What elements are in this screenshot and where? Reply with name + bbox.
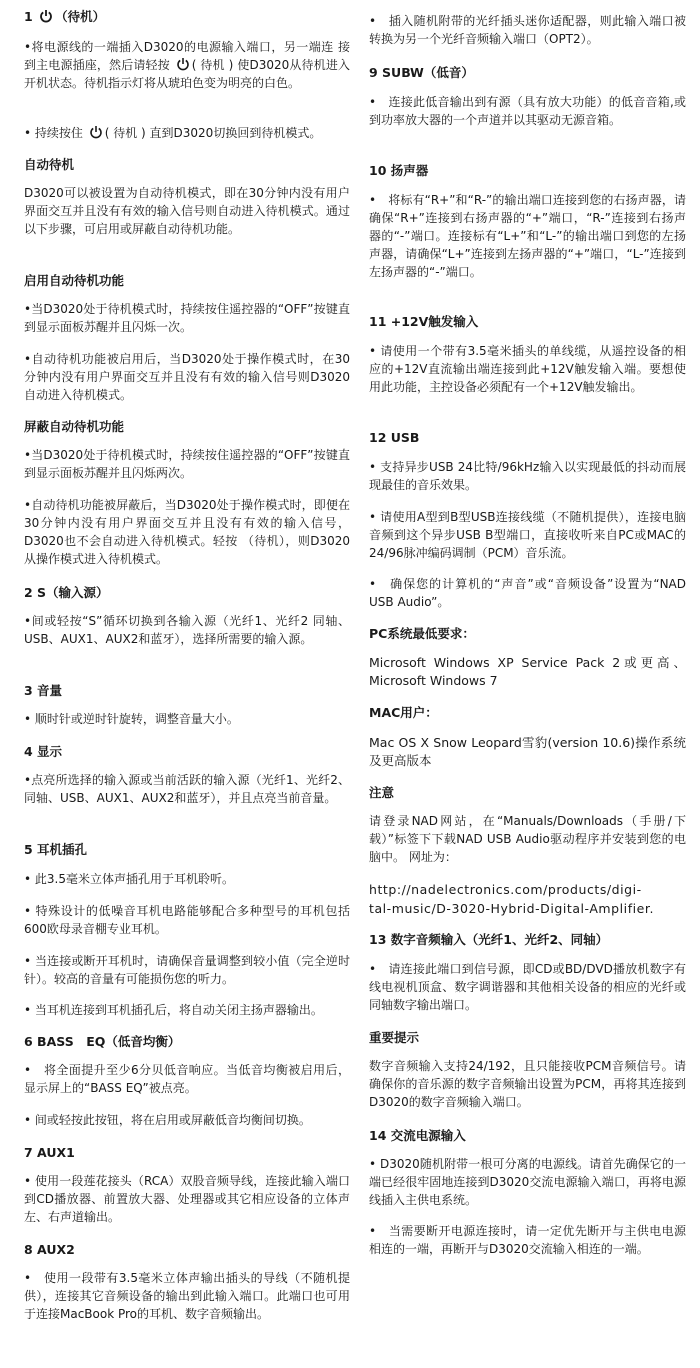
section-7-paragraph: • 使用一段莲花接头（RCA）双股音频导线，连接此输入端口到CD播放器、前置放大器、处理器或其它相应设备的立体声左、右声道输出。 (24, 1174, 350, 1224)
download-url-line-1[interactable]: http://nadelectronics.com/products/digi- (369, 882, 642, 897)
section-6-heading: 6 BASS EQ（低音均衡） (24, 1034, 181, 1049)
section-14-paragraph-1: • D3020随机附带一根可分离的电源线。请首先确保它的一端已经很牢固地连接到D3020交流电源输入端口，再将电源线插入主供电系统。 (369, 1157, 686, 1207)
disable-paragraph-1: •当D3020处于待机模式时，持续按住遥控器的“OFF”按键直到显示面板苏醒并且闪烁两次。 (24, 448, 350, 480)
section-9-heading: 9 SUBW（低音） (369, 65, 474, 80)
note-heading: 注意 (369, 785, 395, 800)
section-5-paragraph-4: • 当耳机连接到耳机插孔后，将自动关闭主扬声器输出。 (24, 1003, 323, 1017)
section-title: （待机） (55, 9, 106, 24)
section-3-paragraph: • 顺时针或逆时针旋转，调整音量大小。 (24, 712, 239, 726)
power-icon (39, 9, 53, 23)
section-2-paragraph: •间或轻按“S”循环切换到各输入源（光纤1、光纤2 同轴、USB、AUX1、AUX2和蓝牙），选择所需要的输入源。 (24, 614, 350, 646)
section-13-heading: 13 数字音频输入（光纤1、光纤2、同轴） (369, 932, 609, 947)
section-3-heading: 3 音量 (24, 683, 63, 698)
section-11-paragraph: • 请使用一个带有3.5毫米插头的单线缆，从遥控设备的相应的+12V直流输出端连接到此+12V触发输入端。要想使用此功能，主控设备必须配有一个+12V触发输出。 (369, 344, 686, 394)
section-5-paragraph-3: • 当连接或断开耳机时，请确保音量调整到较小值（完全逆时针）。较高的音量有可能损伤您的听力。 (24, 954, 350, 986)
section-2-heading: 2 S（输入源） (24, 585, 109, 600)
section-1-heading (24, 8, 350, 25)
standby-paragraph-2: • 持续按住 ( 待机 ) 直到D3020切换回到待机模式。 (24, 126, 322, 140)
important-tip-heading: 重要提示 (369, 1030, 420, 1045)
enable-auto-standby-heading: 启用自动待机功能 (24, 273, 125, 288)
mac-users-text: Mac OS X Snow Leopard雪豹(version 10.6)操作系统及更高版本 (369, 735, 686, 768)
auto-standby-paragraph: D3020可以被设置为自动待机模式，即在30分钟内没有用户界面交互并且没有有效的输入信号则自动进入待机模式。通过以下步骤，可启用或屏蔽自动待机功能。 (24, 186, 350, 236)
section-14-heading: 14 交流电源输入 (369, 1128, 466, 1143)
auto-standby-heading: 自动待机 (24, 157, 75, 172)
section-13-paragraph: • 请连接此端口到信号源，即CD或BD/DVD播放机数字有线电视机顶盒、数字调谐器和其他相关设备的相应的光纤或同轴数字输出端口。 (369, 962, 686, 1012)
enable-paragraph-2: •自动待机功能被启用后，当D3020处于操作模式时，在30分钟内没有用户界面交互并且没有有效的输入信号则D3020自动进入待机模式。 (24, 352, 350, 402)
enable-paragraph-1: •当D3020处于待机模式时，持续按住遥控器的“OFF”按键直到显示面板苏醒并且闪烁一次。 (24, 302, 350, 334)
section-5-paragraph-2: • 特殊设计的低噪音耳机电路能够配合多种型号的耳机包括600欧母录音棚专业耳机。 (24, 904, 350, 936)
power-icon (89, 125, 103, 139)
section-12-paragraph-3: • 确保您的计算机的“声音”或“音频设备”设置为“NAD USB Audio”。 (369, 577, 686, 609)
note-paragraph: 请登录NAD网站，在“Manuals/Downloads（手册/下载）”标签下下载NAD USB Audio驱动程序并安装到您的电脑中。 网址为： (369, 814, 686, 864)
download-url-line-2[interactable]: tal-music/D-3020-Hybrid-Digital-Amplifier. (369, 901, 654, 916)
section-12-paragraph-1: • 支持异步USB 24比特/96kHz输入以实现最低的抖动而展现最佳的音乐效果。 (369, 460, 686, 492)
important-tip-paragraph: 数字音频输入支持24/192，且只能接收PCM音频信号。请确保你的音乐源的数字音频输出设置为PCM，再将其连接到D3020的数字音频输入端口。 (369, 1059, 686, 1109)
standby-paragraph-1: •将电源线的一端插入D3020的电源输入端口，另一端连 接到主电源插座，然后请轻按 ( 待机 ) 使D3020从待机进入开机状态。待机指示灯将从琥珀色变为明亮的白色。 (24, 40, 350, 90)
section-number: 1 (24, 9, 33, 24)
power-icon (176, 57, 190, 71)
section-5-paragraph-1: • 此3.5毫米立体声插孔用于耳机聆听。 (24, 872, 234, 886)
section-6-paragraph-1: • 将全面提升至少6分贝低音响应。当低音均衡被启用后，显示屏上的“BASS EQ”被点亮。 (24, 1063, 350, 1095)
section-8-heading: 8 AUX2 (24, 1242, 75, 1257)
section-12-heading: 12 USB (369, 430, 420, 445)
section-9-paragraph: • 连接此低音输出到有源（具有放大功能）的低音音箱,或到功率放大器的一个声道并以其驱动无源音箱。 (369, 95, 686, 127)
section-8-paragraph: • 使用一段带有3.5毫米立体声输出插头的导线（不随机提供），连接其它音频设备的输出到此输入端口。此端口也可用于连接MacBook Pro的耳机、数字音频输出。 (24, 1271, 350, 1321)
pc-requirements-heading: PC系统最低要求： (369, 626, 475, 641)
mac-users-heading: MAC用户： (369, 705, 438, 720)
section-5-heading: 5 耳机插孔 (24, 842, 88, 857)
disable-auto-standby-heading: 屏蔽自动待机功能 (24, 419, 125, 434)
section-10-paragraph: • 将标有“R+”和“R-”的输出端口连接到您的右扬声器，请确保“R+”连接到右扬声器的“+”端口，“R-”连接到右扬声器的“-”端口。连接标有“L+”和“L-”的输出端口到您的左扬声器，请确保“L+”连接到左扬声器的“+”端口，“L-”连接到左扬声器的“-”端口。 (369, 193, 686, 279)
aux2-adapter-paragraph: • 插入随机附带的光纤插头迷你适配器，则此输入端口被转换为另一个光纤音频输入端口（OPT2）。 (369, 14, 686, 46)
section-4-heading: 4 显示 (24, 744, 63, 759)
section-11-heading: 11 +12V触发输入 (369, 314, 479, 329)
section-4-paragraph: •点亮所选择的输入源或当前活跃的输入源（光纤1、光纤2、同轴、USB、AUX1、AUX2和蓝牙），并且点亮当前音量。 (24, 773, 350, 805)
section-12-paragraph-2: • 请使用A型到B型USB连接线缆（不随机提供），连接电脑音频到这个异步USB B型端口，直接收听来自PC或MAC的24/96脉冲编码调制（PCM）音乐流。 (369, 510, 686, 560)
disable-paragraph-2: •自动待机功能被屏蔽后，当D3020处于操作模式时，即便在30分钟内没有用户界面交互并且没有有效的输入信号，D3020也不会自动进入待机模式。轻按 （待机），则D3020从操作模式进入待机模式。 (24, 498, 350, 566)
section-14-paragraph-2: • 当需要断开电源连接时，请一定优先断开与主供电电源相连的一端，再断开与D3020交流输入相连的一端。 (369, 1224, 686, 1256)
section-7-heading: 7 AUX1 (24, 1145, 75, 1160)
pc-requirements-text: Microsoft Windows XP Service Pack 2或更高、Microsoft Windows 7 (369, 655, 686, 688)
section-10-heading: 10 扬声器 (369, 163, 429, 178)
section-6-paragraph-2: • 间或轻按此按钮，将在启用或屏蔽低音均衡间切换。 (24, 1113, 311, 1127)
